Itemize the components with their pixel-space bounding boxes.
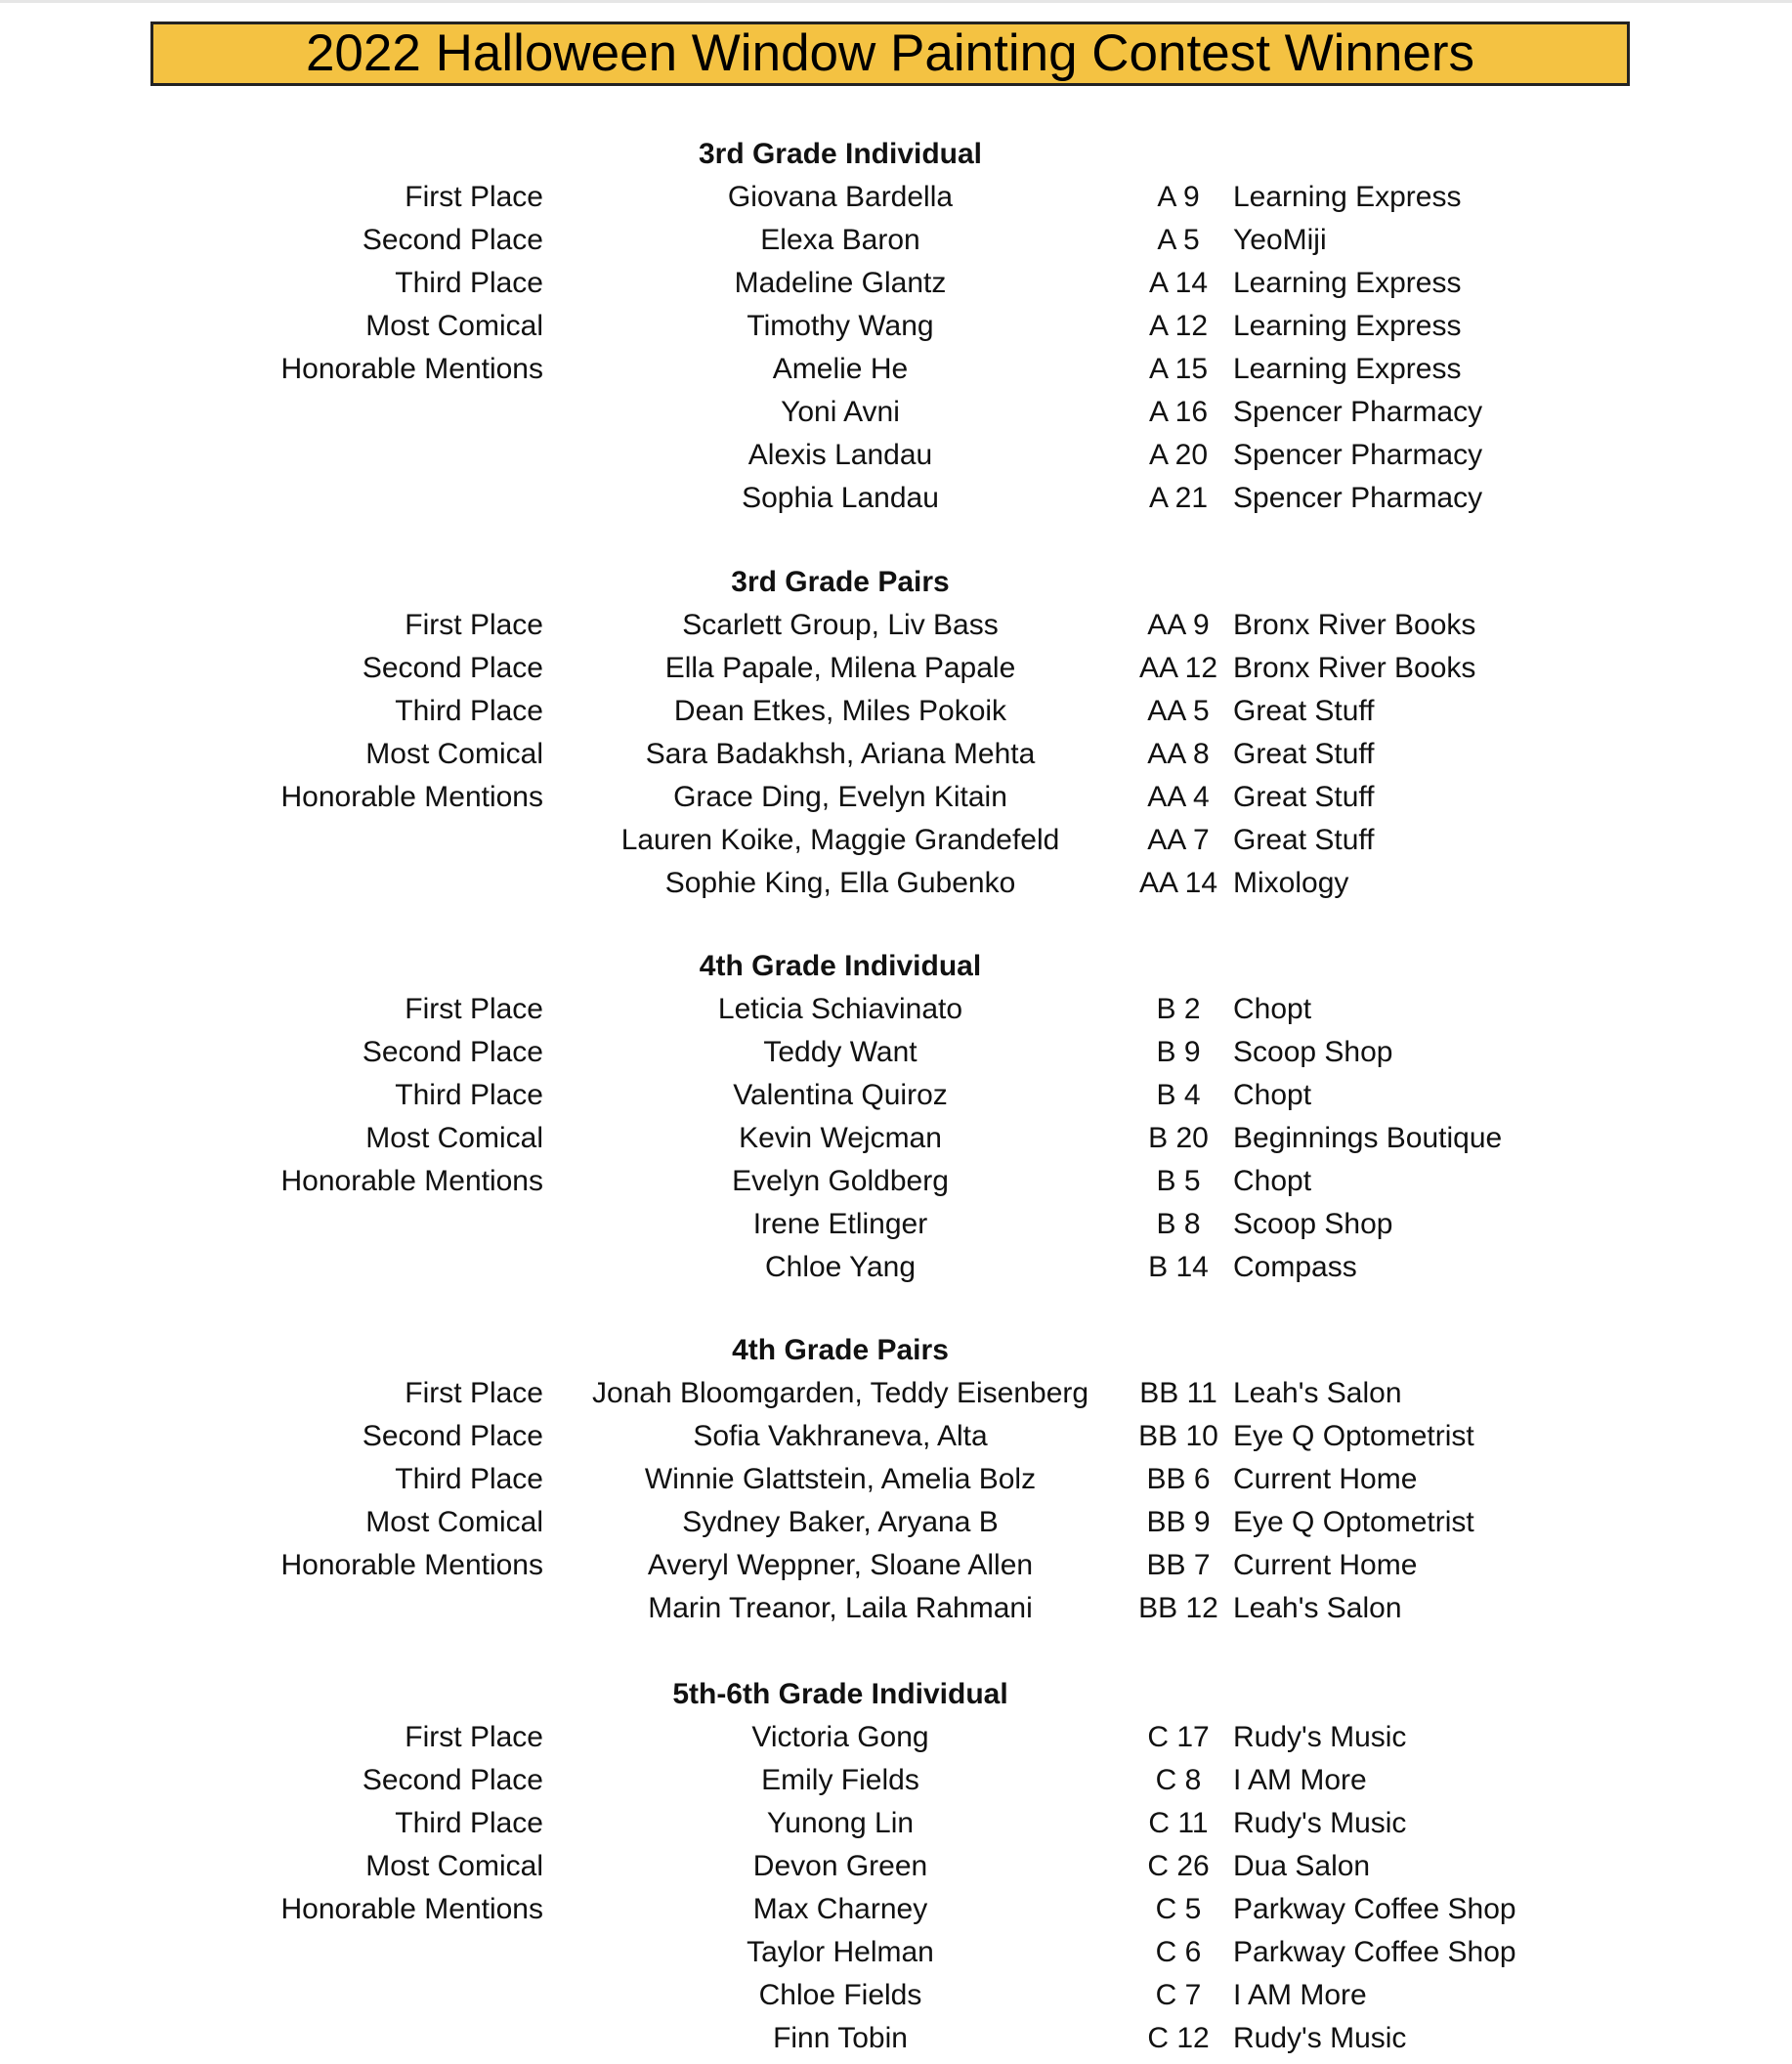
window-code: A 5 xyxy=(1157,224,1200,256)
place-label: Most Comical xyxy=(365,1506,543,1538)
window-code: A 20 xyxy=(1148,439,1209,471)
shop-name: Bronx River Books xyxy=(1233,652,1476,684)
winner-row xyxy=(0,1845,1792,1888)
winner-row xyxy=(0,1802,1792,1845)
winner-row xyxy=(0,1415,1792,1458)
shop-name: Compass xyxy=(1233,1251,1357,1283)
winner-name: Elexa Baron xyxy=(760,224,920,256)
shop-name: Current Home xyxy=(1233,1549,1418,1581)
winner-row xyxy=(0,1031,1792,1074)
winner-name: Dean Etkes, Miles Pokoik xyxy=(673,695,1007,727)
window-code: BB 9 xyxy=(1146,1506,1211,1538)
winner-name: Averyl Weppner, Sloane Allen xyxy=(647,1549,1034,1581)
winner-name: Victoria Gong xyxy=(751,1721,929,1753)
place-label: Most Comical xyxy=(365,738,543,770)
section-heading: 5th-6th Grade Individual xyxy=(672,1678,1008,1710)
section-heading: 3rd Grade Individual xyxy=(698,138,983,170)
place-label: Third Place xyxy=(395,1807,543,1839)
winner-row xyxy=(0,348,1792,391)
winner-name: Sophie King, Ella Gubenko xyxy=(664,867,1016,899)
place-label: Third Place xyxy=(395,695,543,727)
winner-row xyxy=(0,819,1792,862)
window-code: AA 5 xyxy=(1147,695,1210,727)
window-code: B 20 xyxy=(1148,1122,1209,1154)
winner-row xyxy=(0,1372,1792,1415)
place-label: Honorable Mentions xyxy=(280,1893,543,1925)
window-code: C 5 xyxy=(1155,1893,1202,1925)
window-code: B 5 xyxy=(1156,1165,1201,1197)
winner-name: Giovana Bardella xyxy=(727,181,954,213)
place-label: Third Place xyxy=(395,1463,543,1495)
winner-name: Lauren Koike, Maggie Grandefeld xyxy=(620,824,1060,856)
window-code: C 7 xyxy=(1155,1979,1202,2011)
winner-name: Teddy Want xyxy=(763,1036,917,1068)
winner-name: Winnie Glattstein, Amelia Bolz xyxy=(644,1463,1037,1495)
shop-name: Chopt xyxy=(1233,1079,1312,1111)
shop-name: Mixology xyxy=(1233,867,1349,899)
winner-name: Evelyn Goldberg xyxy=(732,1165,949,1197)
window-code: AA 8 xyxy=(1147,738,1210,770)
place-label: Third Place xyxy=(395,267,543,299)
winner-name: Timothy Wang xyxy=(747,310,934,342)
place-label: Second Place xyxy=(362,1036,543,1068)
window-code: B 9 xyxy=(1156,1036,1201,1068)
place-label: Second Place xyxy=(362,652,543,684)
winner-row xyxy=(0,1458,1792,1501)
window-code: AA 7 xyxy=(1147,824,1210,856)
winner-name: Yoni Avni xyxy=(781,396,900,428)
shop-name: Scoop Shop xyxy=(1233,1036,1393,1068)
place-label: Honorable Mentions xyxy=(280,1165,543,1197)
winner-name: Sophia Landau xyxy=(742,482,939,514)
place-label: First Place xyxy=(405,181,543,213)
shop-name: Chopt xyxy=(1233,993,1312,1025)
shop-name: Great Stuff xyxy=(1233,695,1375,727)
winner-row xyxy=(0,1074,1792,1117)
place-label: Second Place xyxy=(362,1420,543,1452)
window-code: BB 11 xyxy=(1139,1377,1217,1409)
winner-name: Madeline Glantz xyxy=(734,267,947,299)
winner-name: Grace Ding, Evelyn Kitain xyxy=(673,781,1007,813)
window-code: AA 4 xyxy=(1147,781,1210,813)
shop-name: Leah's Salon xyxy=(1233,1377,1402,1409)
window-code: C 11 xyxy=(1148,1807,1209,1839)
page-title: 2022 Halloween Window Painting Contest Winners xyxy=(305,24,1475,82)
window-code: AA 9 xyxy=(1147,609,1210,641)
place-label: Third Place xyxy=(395,1079,543,1111)
winner-name: Yunong Lin xyxy=(766,1807,915,1839)
winner-row xyxy=(0,1203,1792,1246)
winner-name: Sofia Vakhraneva, Alta xyxy=(693,1420,988,1452)
winner-row xyxy=(0,1931,1792,1974)
window-code: AA 14 xyxy=(1138,867,1218,899)
window-code: B 2 xyxy=(1156,993,1201,1025)
winner-name: Amelie He xyxy=(772,353,909,385)
window-code: C 26 xyxy=(1147,1850,1210,1882)
winner-name: Leticia Schiavinato xyxy=(717,993,963,1025)
place-label: Honorable Mentions xyxy=(280,1549,543,1581)
winner-row xyxy=(0,1974,1792,2017)
winner-name: Emily Fields xyxy=(761,1764,919,1796)
winner-name: Irene Etlinger xyxy=(752,1208,928,1240)
window-code: BB 12 xyxy=(1138,1592,1218,1624)
shop-name: Great Stuff xyxy=(1233,781,1375,813)
winner-row xyxy=(0,391,1792,434)
window-code: BB 10 xyxy=(1138,1420,1218,1452)
winner-row xyxy=(0,1501,1792,1544)
winner-row xyxy=(0,1759,1792,1802)
shop-name: Spencer Pharmacy xyxy=(1233,482,1483,514)
winner-name: Max Charney xyxy=(752,1893,928,1925)
section-heading: 4th Grade Individual xyxy=(699,950,982,982)
winner-name: Taylor Helman xyxy=(747,1936,934,1968)
place-label: First Place xyxy=(405,609,543,641)
winner-row xyxy=(0,1544,1792,1587)
shop-name: Eye Q Optometrist xyxy=(1233,1506,1474,1538)
place-label: First Place xyxy=(405,1377,543,1409)
shop-name: Learning Express xyxy=(1233,181,1462,213)
winner-row xyxy=(0,262,1792,305)
place-label: Honorable Mentions xyxy=(280,781,543,813)
place-label: Most Comical xyxy=(365,1850,543,1882)
shop-name: Eye Q Optometrist xyxy=(1233,1420,1474,1452)
winner-row xyxy=(0,1246,1792,1289)
winner-name: Kevin Wejcman xyxy=(739,1122,942,1154)
shop-name: Spencer Pharmacy xyxy=(1233,396,1483,428)
shop-name: Rudy's Music xyxy=(1233,2022,1407,2054)
shop-name: Rudy's Music xyxy=(1233,1807,1407,1839)
window-code: A 9 xyxy=(1157,181,1200,213)
shop-name: Learning Express xyxy=(1233,267,1462,299)
winner-row xyxy=(0,219,1792,262)
window-code: A 21 xyxy=(1148,482,1209,514)
place-label: Most Comical xyxy=(365,310,543,342)
winner-row xyxy=(0,305,1792,348)
window-code: B 14 xyxy=(1148,1251,1209,1283)
winner-row xyxy=(0,862,1792,905)
shop-name: Spencer Pharmacy xyxy=(1233,439,1483,471)
place-label: First Place xyxy=(405,993,543,1025)
window-code: B 4 xyxy=(1156,1079,1201,1111)
window-code: B 8 xyxy=(1156,1208,1201,1240)
window-code: BB 7 xyxy=(1146,1549,1211,1581)
winner-row xyxy=(0,1160,1792,1203)
shop-name: Current Home xyxy=(1233,1463,1418,1495)
window-code: BB 6 xyxy=(1146,1463,1211,1495)
place-label: First Place xyxy=(405,1721,543,1753)
winner-name: Finn Tobin xyxy=(773,2022,908,2054)
shop-name: Chopt xyxy=(1233,1165,1312,1197)
winner-name: Jonah Bloomgarden, Teddy Eisenberg xyxy=(591,1377,1089,1409)
winner-name: Scarlett Group, Liv Bass xyxy=(682,609,999,641)
winner-name: Devon Green xyxy=(752,1850,928,1882)
winner-row xyxy=(0,988,1792,1031)
shop-name: Learning Express xyxy=(1233,353,1462,385)
winner-row xyxy=(0,690,1792,733)
place-label: Honorable Mentions xyxy=(280,353,543,385)
winner-row xyxy=(0,1587,1792,1630)
winner-row xyxy=(0,647,1792,690)
window-code: C 17 xyxy=(1147,1721,1210,1753)
window-code: A 16 xyxy=(1148,396,1209,428)
winner-row xyxy=(0,2017,1792,2060)
winner-row xyxy=(0,1117,1792,1160)
shop-name: Great Stuff xyxy=(1233,738,1375,770)
window-code: C 8 xyxy=(1155,1764,1202,1796)
winner-row xyxy=(0,604,1792,647)
window-code: C 12 xyxy=(1147,2022,1210,2054)
shop-name: Parkway Coffee Shop xyxy=(1233,1936,1516,1968)
winner-row xyxy=(0,434,1792,477)
winner-name: Alexis Landau xyxy=(747,439,933,471)
shop-name: Learning Express xyxy=(1233,310,1462,342)
shop-name: Great Stuff xyxy=(1233,824,1375,856)
winner-name: Chloe Yang xyxy=(764,1251,916,1283)
winner-row xyxy=(0,1888,1792,1931)
shop-name: Beginnings Boutique xyxy=(1233,1122,1503,1154)
place-label: Second Place xyxy=(362,1764,543,1796)
winner-name: Valentina Quiroz xyxy=(733,1079,948,1111)
window-code: C 6 xyxy=(1155,1936,1202,1968)
winner-name: Sydney Baker, Aryana B xyxy=(682,1506,999,1538)
winner-name: Chloe Fields xyxy=(758,1979,922,2011)
place-label: Second Place xyxy=(362,224,543,256)
shop-name: Scoop Shop xyxy=(1233,1208,1393,1240)
winner-row xyxy=(0,733,1792,776)
shop-name: I AM More xyxy=(1233,1764,1367,1796)
window-code: A 15 xyxy=(1148,353,1209,385)
shop-name: Leah's Salon xyxy=(1233,1592,1402,1624)
winner-row xyxy=(0,776,1792,819)
winner-row xyxy=(0,1716,1792,1759)
winner-name: Ella Papale, Milena Papale xyxy=(664,652,1016,684)
window-code: A 12 xyxy=(1148,310,1209,342)
winner-name: Marin Treanor, Laila Rahmani xyxy=(648,1592,1033,1624)
shop-name: Bronx River Books xyxy=(1233,609,1476,641)
window-code: AA 12 xyxy=(1138,652,1218,684)
shop-name: Dua Salon xyxy=(1233,1850,1371,1882)
winner-row xyxy=(0,477,1792,520)
section-heading: 3rd Grade Pairs xyxy=(731,566,950,598)
window-code: A 14 xyxy=(1148,267,1209,299)
section-heading: 4th Grade Pairs xyxy=(732,1334,949,1366)
shop-name: Rudy's Music xyxy=(1233,1721,1407,1753)
shop-name: I AM More xyxy=(1233,1979,1367,2011)
shop-name: Parkway Coffee Shop xyxy=(1233,1893,1516,1925)
shop-name: YeoMiji xyxy=(1233,224,1327,256)
winner-row xyxy=(0,176,1792,219)
place-label: Most Comical xyxy=(365,1122,543,1154)
winner-name: Sara Badakhsh, Ariana Mehta xyxy=(645,738,1036,770)
